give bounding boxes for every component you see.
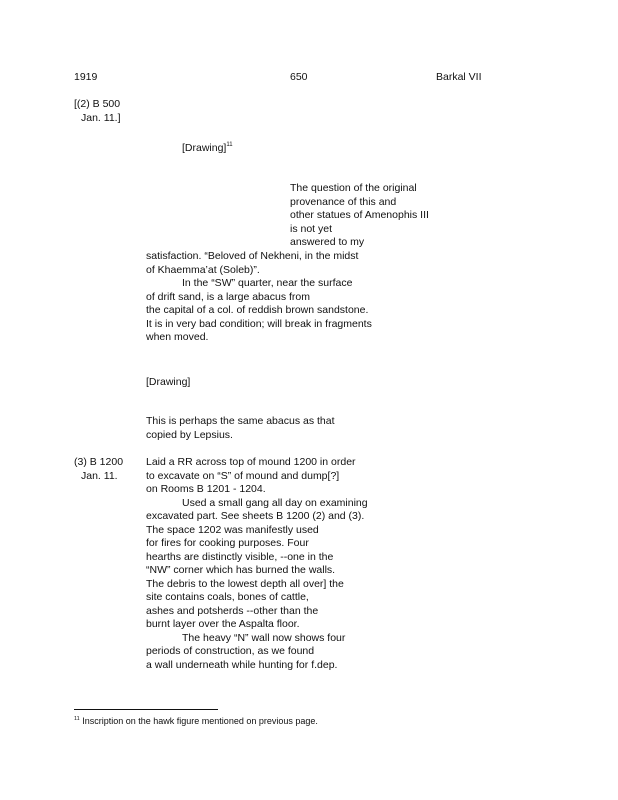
footnote-marker: 11	[226, 142, 233, 148]
text-line: of Khaemma’at (Soleb)”.	[146, 263, 260, 276]
text-line: The heavy “N” wall now shows four	[182, 631, 346, 644]
footnote-number: 11	[74, 716, 80, 722]
text-line: on Rooms B 1201 - 1204.	[146, 483, 266, 495]
header-year: 1919	[74, 71, 98, 83]
text-line: copied by Lepsius.	[146, 428, 233, 441]
text-line: “NW” corner which has burned the walls.	[146, 564, 336, 576]
text-line: when moved.	[146, 331, 209, 343]
body-text-lower	[146, 456, 368, 672]
entry-ref: [(2) B 500	[74, 98, 121, 110]
text-line: of drift sand, is a large abacus from	[146, 290, 310, 303]
text-line: the capital of a col. of reddish brown sandstone.	[146, 304, 369, 316]
text-line: In the “SW” quarter, near the surface	[182, 277, 353, 289]
body-text-upper	[146, 250, 372, 345]
text-line: This is perhaps the same abacus as that	[146, 415, 335, 427]
text-line: The space 1202 was manifestly used	[146, 523, 319, 536]
text-line: excavated part. See sheets B 1200 (2) and (3).	[146, 510, 365, 522]
text-line: Laid a RR across top of mound 1200 in order	[146, 456, 356, 468]
text-line: for fires for cooking purposes. Four	[146, 537, 309, 549]
text-line: a wall underneath while hunting for f.dep.	[146, 658, 338, 671]
footnote-divider	[74, 709, 218, 710]
header-page-number: 650	[290, 71, 308, 83]
drawing-placeholder: [Drawing]$^{11}$	[182, 142, 233, 154]
text-line: ashes and potsherds --other than the	[146, 604, 319, 617]
text-line: hearths are distinctly visible, --one in the	[146, 550, 334, 563]
text-line: The question of the original	[290, 182, 417, 194]
text-line: answered to my	[290, 236, 365, 248]
text-line: periods of construction, as we found	[146, 645, 315, 657]
text-line: The debris to the lowest depth all over] the	[146, 577, 344, 590]
text-line: provenance of this and	[290, 195, 397, 208]
entry-ref: (3) B 1200	[74, 456, 124, 468]
header-volume: Barkal VII	[436, 71, 482, 83]
text-line: satisfaction. “Beloved of Nekheni, in the midst	[146, 250, 359, 262]
text-line: site contains coals, bones of cattle,	[146, 591, 309, 603]
text-line: to excavate on “S” of mound and dump[?]	[146, 469, 340, 482]
entry-date: Jan. 11.]	[81, 112, 121, 124]
text-line: is not yet	[290, 222, 333, 235]
text-line: It is in very bad condition; will break in fragments	[146, 317, 372, 330]
footnote	[74, 716, 318, 726]
text-line: burnt layer over the Aspalta floor.	[146, 618, 300, 630]
entry-date: Jan. 11.	[81, 470, 118, 482]
footnote-text: Inscription on the hawk figure mentioned on previous page.	[82, 716, 318, 726]
drawing-placeholder: [Drawing]	[146, 376, 191, 388]
text-line: Used a small gang all day on examining	[182, 496, 368, 509]
provenance-note	[290, 182, 429, 250]
abacus-note	[146, 415, 335, 442]
text-line: other statues of Amenophis III	[290, 209, 429, 221]
